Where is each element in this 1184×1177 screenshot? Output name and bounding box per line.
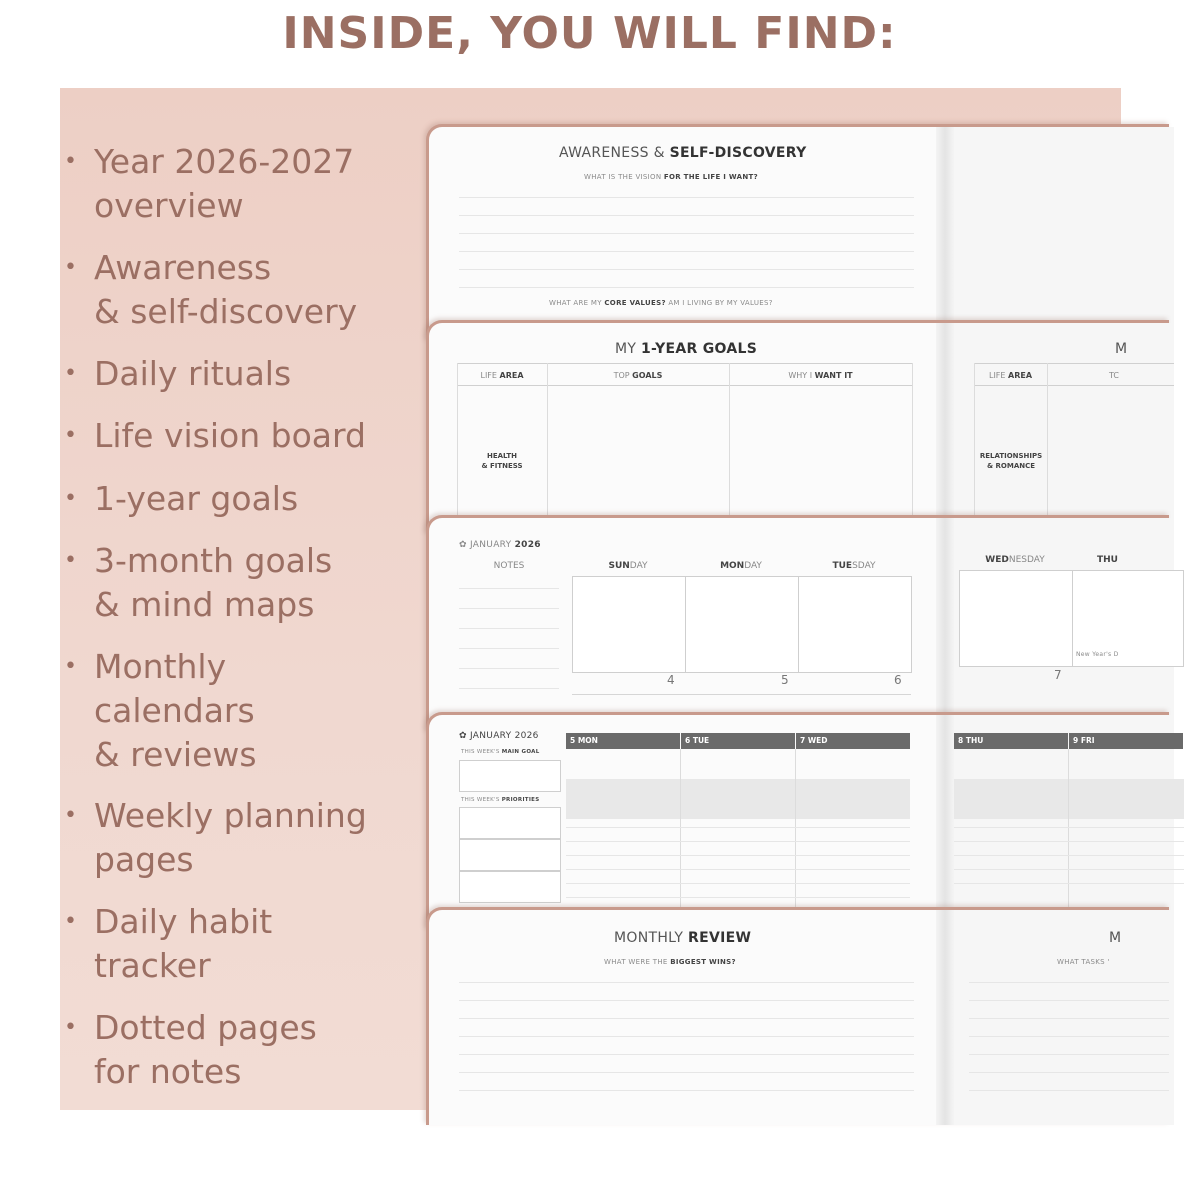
col-monday: MONDAY bbox=[720, 561, 762, 571]
weekly-month: ✿ JANUARY 2026 bbox=[459, 731, 539, 741]
day-number: 5 bbox=[781, 673, 789, 687]
flower-icon: ✿ bbox=[459, 540, 471, 550]
col-life-area: LIFE AREA bbox=[480, 371, 524, 380]
holiday-label: New Year's D bbox=[1076, 651, 1119, 658]
bullet-icon: • bbox=[64, 149, 77, 174]
bullet-icon: • bbox=[64, 255, 77, 280]
col-thursday: THU bbox=[1097, 555, 1118, 565]
weekly-page bbox=[426, 712, 1169, 930]
review-title: MONTHLY REVIEW bbox=[614, 930, 752, 946]
day-number: 4 bbox=[667, 673, 675, 687]
col-sunday: SUNDAY bbox=[608, 561, 648, 571]
page-heading: INSIDE, YOU WILL FIND: bbox=[282, 8, 897, 59]
calendar-page bbox=[426, 515, 1169, 733]
col-top-right: TC bbox=[1109, 371, 1120, 380]
awareness-title: AWARENESS & SELF-DISCOVERY bbox=[559, 145, 807, 161]
main-goal-label: THIS WEEK'S MAIN GOAL bbox=[461, 749, 540, 755]
notes-label: NOTES bbox=[493, 561, 525, 571]
col-life-area-right: LIFE AREA bbox=[988, 371, 1033, 380]
planner-pages bbox=[426, 120, 1128, 1110]
goals-title: MY 1-YEAR GOALS bbox=[615, 341, 758, 357]
tasks-question: WHAT TASKS ' bbox=[1057, 958, 1110, 966]
day-header: 9 FRI bbox=[1069, 733, 1183, 749]
col-wednesday: WEDNESDAY bbox=[985, 555, 1045, 565]
day-header: 7 WED bbox=[796, 733, 910, 749]
day-number: 7 bbox=[1054, 668, 1062, 682]
bullet-icon: • bbox=[64, 361, 77, 386]
flower-icon: ✿ bbox=[459, 731, 471, 741]
bullet-icon: • bbox=[64, 909, 77, 934]
goals-title-right: M bbox=[1115, 341, 1128, 357]
col-tuesday: TUESDAY bbox=[832, 561, 876, 571]
bullet-icon: • bbox=[64, 548, 77, 573]
bullet-icon: • bbox=[64, 654, 77, 679]
vision-question: WHAT IS THE VISION FOR THE LIFE I WANT? bbox=[584, 173, 758, 181]
day-header: 5 MON bbox=[566, 733, 680, 749]
bullet-icon: • bbox=[64, 1015, 77, 1040]
bullet-icon: • bbox=[64, 486, 77, 511]
area-health: HEALTH & FITNESS bbox=[481, 452, 523, 470]
day-number: 6 bbox=[894, 673, 902, 687]
wins-question: WHAT WERE THE BIGGEST WINS? bbox=[604, 958, 736, 966]
awareness-page bbox=[426, 124, 1169, 342]
review-title-right: M bbox=[1109, 930, 1122, 946]
priorities-label: THIS WEEK'S PRIORITIES bbox=[461, 797, 540, 803]
bullet-icon: • bbox=[64, 423, 77, 448]
goals-page bbox=[426, 320, 1169, 535]
values-question: WHAT ARE MY CORE VALUES? AM I LIVING BY MY VALUES? bbox=[549, 299, 773, 307]
calendar-month: ✿ JANUARY 2026 bbox=[459, 540, 541, 550]
col-why: WHY I WANT IT bbox=[788, 371, 853, 380]
day-header: 8 THU bbox=[954, 733, 1068, 749]
review-page bbox=[426, 907, 1169, 1125]
area-relationships: RELATIONSHIPS & ROMANCE bbox=[979, 452, 1043, 470]
day-header: 6 TUE bbox=[681, 733, 795, 749]
bullet-icon: • bbox=[64, 803, 77, 828]
col-top-goals: TOP GOALS bbox=[613, 371, 663, 380]
